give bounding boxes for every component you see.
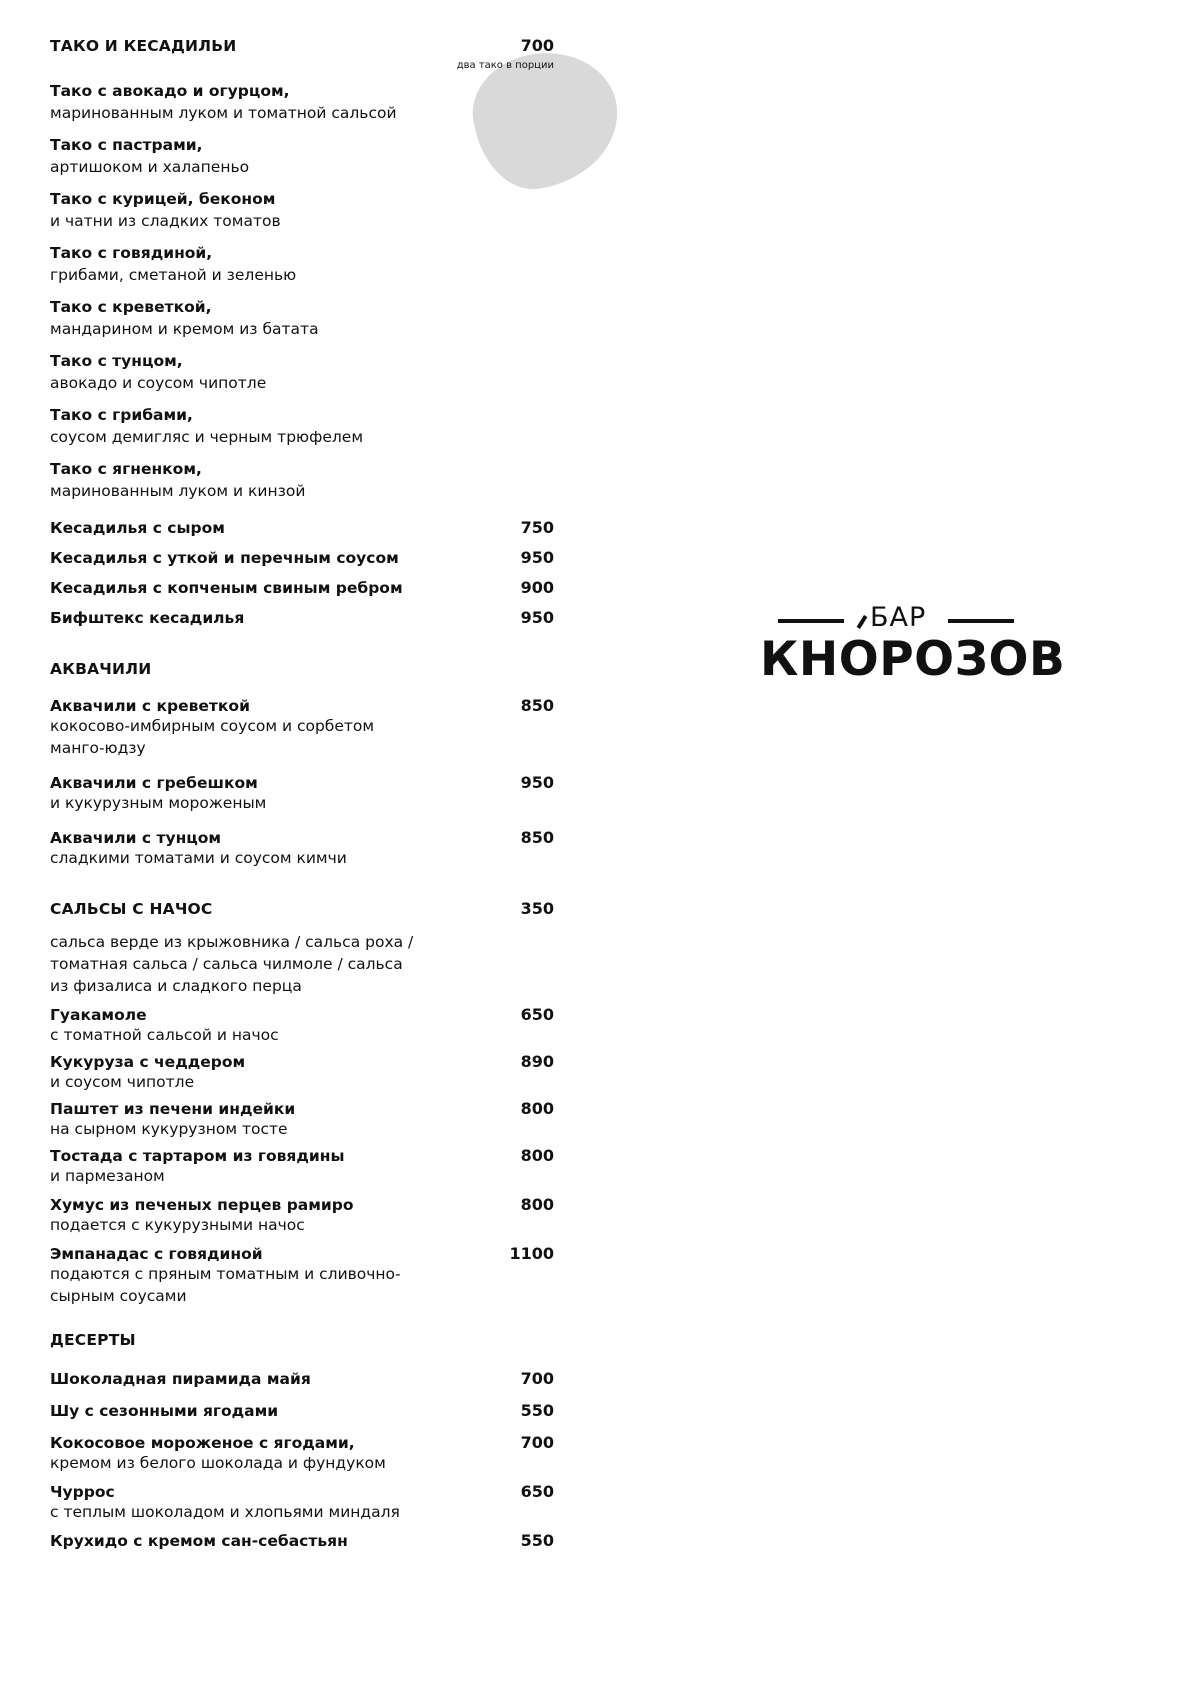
menu-item — [50, 1433, 554, 1474]
logo-title: КНОРОЗОВ — [760, 632, 1066, 687]
item-desc: сладкими томатами и соусом кимчи — [50, 849, 347, 867]
menu-item — [50, 548, 554, 578]
portion-note: два тако в порции — [456, 60, 554, 71]
section-price: 700 — [520, 36, 554, 55]
item-name: Тако с пастрами, — [50, 136, 203, 154]
item-price: 900 — [520, 578, 554, 597]
item-name: Кесадилья с уткой и перечным соусом — [50, 549, 399, 567]
logo-accent-mark — [857, 615, 868, 629]
item-price: 950 — [520, 773, 554, 792]
menu-item — [50, 1099, 554, 1140]
item-desc: артишоком и халапеньо — [50, 158, 250, 176]
item-desc: с томатной сальсой и начос — [50, 1026, 279, 1044]
menu-item — [50, 242, 554, 286]
item-name: Тако с говядиной, — [50, 244, 213, 262]
menu-item — [50, 1531, 554, 1561]
item-price: 800 — [520, 1195, 554, 1214]
item-name: Паштет из печени индейки — [50, 1100, 296, 1118]
tacos-section-header — [50, 36, 554, 80]
item-name: Чуррос — [50, 1483, 115, 1501]
item-price: 550 — [520, 1401, 554, 1420]
item-price: 750 — [520, 518, 554, 537]
section-title: АКВАЧИЛИ — [50, 660, 152, 678]
item-price: 800 — [520, 1146, 554, 1165]
menu-item — [50, 404, 554, 448]
item-desc: авокадо и соусом чипотле — [50, 374, 267, 392]
item-desc: маринованным луком и томатной сальсой — [50, 104, 397, 122]
item-name: Эмпанадас с говядиной — [50, 1245, 263, 1263]
logo-subtitle: БАР — [870, 602, 927, 633]
item-desc: с теплым шоколадом и хлопьями миндаля — [50, 1503, 400, 1521]
item-price: 850 — [520, 696, 554, 715]
item-name: Кесадилья с сыром — [50, 519, 225, 537]
item-price: 1100 — [509, 1244, 554, 1263]
item-name: Кесадилья с копченым свиным ребром — [50, 579, 403, 597]
menu-item — [50, 1401, 554, 1433]
item-name: Крухидо с кремом сан-себастьян — [50, 1532, 348, 1550]
item-name: Тако с ягненком, — [50, 460, 202, 478]
item-name: Кокосовое мороженое с ягодами, — [50, 1434, 355, 1452]
item-desc: на сырном кукурузном тосте — [50, 1120, 288, 1138]
item-price: 650 — [520, 1005, 554, 1024]
section-title: ТАКО И КЕСАДИЛЬИ — [50, 37, 237, 55]
item-desc: подается с кукурузными начос — [50, 1216, 305, 1234]
item-price: 700 — [520, 1369, 554, 1388]
item-desc: кокосово-имбирным соусом и сорбетом манго-юдзу — [50, 717, 375, 757]
item-name: Шоколадная пирамида майя — [50, 1370, 311, 1388]
item-price: 800 — [520, 1099, 554, 1118]
menu-item — [50, 696, 554, 759]
bar-logo — [760, 600, 1066, 690]
item-desc: и пармезаном — [50, 1167, 165, 1185]
item-price: 950 — [520, 608, 554, 627]
item-name: Аквачили с тунцом — [50, 829, 222, 847]
item-name: Тако с авокадо и огурцом, — [50, 82, 290, 100]
menu-item — [50, 828, 554, 869]
menu-item — [50, 1146, 554, 1187]
menu-item — [50, 1244, 554, 1307]
item-name: Кукуруза с чеддером — [50, 1053, 246, 1071]
item-name: Аквачили с гребешком — [50, 774, 258, 792]
item-desc: и кукурузным мороженым — [50, 794, 267, 812]
item-desc: подаются с пряным томатным и сливочно-сырным соусами — [50, 1265, 401, 1305]
item-price: 850 — [520, 828, 554, 847]
menu-item — [50, 1195, 554, 1236]
menu-item — [50, 1482, 554, 1523]
item-desc: и соусом чипотле — [50, 1073, 195, 1091]
salsa-list: сальса верде из крыжовника / сальса роха / томатная сальса / сальса чилмоле / сальса из физалиса и сладкого перца — [50, 933, 414, 995]
menu-item — [50, 458, 554, 502]
item-desc: и чатни из сладких томатов — [50, 212, 281, 230]
menu-item — [50, 1369, 554, 1401]
item-price: 550 — [520, 1531, 554, 1550]
menu-item — [50, 608, 554, 638]
logo-dash-left — [778, 619, 844, 623]
item-name: Тако с курицей, беконом — [50, 190, 276, 208]
section-title: САЛЬСЫ С НАЧОС — [50, 900, 213, 918]
item-name: Хумус из печеных перцев рамиро — [50, 1196, 354, 1214]
item-name: Тако с креветкой, — [50, 298, 212, 316]
menu-item — [50, 518, 554, 548]
menu-item — [50, 134, 554, 178]
menu-item — [50, 1052, 554, 1093]
item-price: 700 — [520, 1433, 554, 1452]
item-name: Бифштекс кесадилья — [50, 609, 245, 627]
menu-item — [50, 1005, 554, 1046]
logo-dash-right — [948, 619, 1014, 623]
section-price: 350 — [520, 899, 554, 918]
menu-column — [50, 36, 554, 1561]
menu-item — [50, 80, 554, 124]
item-name: Тако с грибами, — [50, 406, 193, 424]
menu-item — [50, 188, 554, 232]
item-desc: грибами, сметаной и зеленью — [50, 266, 297, 284]
item-desc: соусом демигляс и черным трюфелем — [50, 428, 364, 446]
item-desc: мандарином и кремом из батата — [50, 320, 319, 338]
item-name: Тако с тунцом, — [50, 352, 183, 370]
menu-item — [50, 350, 554, 394]
item-name: Аквачили с креветкой — [50, 697, 250, 715]
salsas-section-header — [50, 899, 554, 931]
item-name: Гуакамоле — [50, 1006, 147, 1024]
menu-item — [50, 773, 554, 814]
item-price: 950 — [520, 548, 554, 567]
menu-item — [50, 578, 554, 608]
section-title: ДЕСЕРТЫ — [50, 1331, 136, 1349]
item-desc: маринованным луком и кинзой — [50, 482, 306, 500]
item-price: 650 — [520, 1482, 554, 1501]
item-name: Шу с сезонными ягодами — [50, 1402, 279, 1420]
item-name: Тостада с тартаром из говядины — [50, 1147, 345, 1165]
item-desc: кремом из белого шоколада и фундуком — [50, 1454, 386, 1472]
menu-item — [50, 296, 554, 340]
item-price: 890 — [520, 1052, 554, 1071]
